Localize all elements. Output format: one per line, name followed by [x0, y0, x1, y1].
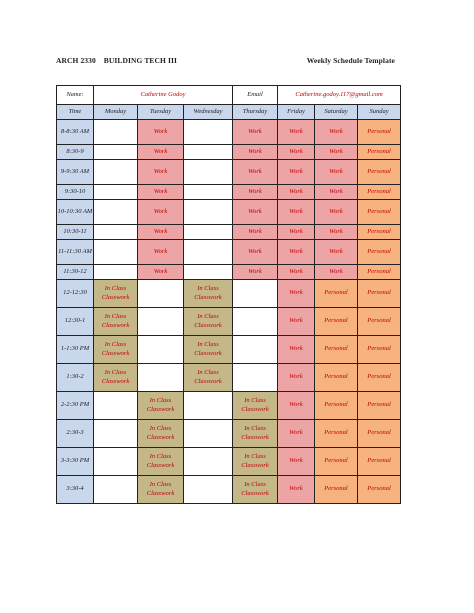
sunday-cell: Personal [358, 420, 401, 448]
saturday-cell: Personal [315, 392, 358, 420]
friday-cell: Work [278, 448, 315, 476]
friday-cell: Work [278, 265, 315, 280]
tuesday-cell [138, 280, 184, 308]
friday-cell: Work [278, 476, 315, 504]
column-header-monday: Monday [94, 105, 138, 120]
thursday-cell: Work [233, 160, 278, 185]
monday-cell [94, 200, 138, 225]
tuesday-cell: Work [138, 185, 184, 200]
sunday-cell: Personal [358, 265, 401, 280]
time-cell: 10-10:30 AM [57, 200, 94, 225]
tuesday-cell [138, 364, 184, 392]
document-title: Weekly Schedule Template [306, 56, 395, 65]
wednesday-cell [184, 476, 233, 504]
time-cell: 1:30-2 [57, 364, 94, 392]
thursday-cell: Work [233, 240, 278, 265]
saturday-cell: Work [315, 160, 358, 185]
saturday-cell: Work [315, 120, 358, 145]
time-cell: 9:30-10 [57, 185, 94, 200]
monday-cell [94, 145, 138, 160]
wednesday-cell [184, 225, 233, 240]
name-value: Catherine Godoy [94, 86, 233, 105]
time-cell: 3:30-4 [57, 476, 94, 504]
name-label: Name: [57, 86, 94, 105]
time-cell: 2:30-3 [57, 420, 94, 448]
table-row [57, 200, 401, 225]
time-cell: 12-12:30 [57, 280, 94, 308]
tuesday-cell: In Class Classwork [138, 392, 184, 420]
sunday-cell: Personal [358, 185, 401, 200]
wednesday-cell [184, 448, 233, 476]
monday-cell [94, 476, 138, 504]
thursday-cell [233, 308, 278, 336]
time-cell: 2-2:30 PM [57, 392, 94, 420]
wednesday-cell: In Class Classwork [184, 364, 233, 392]
monday-cell [94, 448, 138, 476]
tuesday-cell: In Class Classwork [138, 420, 184, 448]
schedule-body [57, 86, 401, 504]
friday-cell: Work [278, 160, 315, 185]
column-header-saturday: Saturday [315, 105, 358, 120]
time-cell: 3-3:30 PM [57, 448, 94, 476]
table-row [57, 476, 401, 504]
monday-cell: In Class Classwork [94, 280, 138, 308]
tuesday-cell: In Class Classwork [138, 448, 184, 476]
saturday-cell: Personal [315, 448, 358, 476]
monday-cell [94, 420, 138, 448]
thursday-cell: Work [233, 145, 278, 160]
sunday-cell: Personal [358, 160, 401, 185]
wednesday-cell [184, 392, 233, 420]
wednesday-cell: In Class Classwork [184, 336, 233, 364]
table-row [57, 185, 401, 200]
friday-cell: Work [278, 185, 315, 200]
monday-cell: In Class Classwork [94, 364, 138, 392]
monday-cell [94, 185, 138, 200]
column-header-wednesday: Wednesday [184, 105, 233, 120]
column-header-tuesday: Tuesday [138, 105, 184, 120]
time-cell: 1-1:30 PM [57, 336, 94, 364]
table-row [57, 240, 401, 265]
monday-cell: In Class Classwork [94, 336, 138, 364]
table-row [57, 364, 401, 392]
monday-cell [94, 240, 138, 265]
monday-cell: In Class Classwork [94, 308, 138, 336]
friday-cell: Work [278, 200, 315, 225]
table-row [57, 308, 401, 336]
thursday-cell: In Class Classwork [233, 448, 278, 476]
time-cell: 8:30-9 [57, 145, 94, 160]
table-row [57, 225, 401, 240]
saturday-cell: Personal [315, 280, 358, 308]
document-header-left [56, 56, 177, 65]
wednesday-cell [184, 145, 233, 160]
monday-cell [94, 225, 138, 240]
thursday-cell [233, 280, 278, 308]
column-header-row [57, 105, 401, 120]
wednesday-cell [184, 420, 233, 448]
monday-cell [94, 120, 138, 145]
friday-cell: Work [278, 420, 315, 448]
course-title: BUILDING TECH III [103, 56, 178, 65]
column-header-sunday: Sunday [358, 105, 401, 120]
friday-cell: Work [278, 392, 315, 420]
time-cell: 12:30-1 [57, 308, 94, 336]
wednesday-cell: In Class Classwork [184, 308, 233, 336]
friday-cell: Work [278, 280, 315, 308]
thursday-cell: In Class Classwork [233, 392, 278, 420]
thursday-cell: In Class Classwork [233, 476, 278, 504]
saturday-cell: Work [315, 145, 358, 160]
table-row [57, 392, 401, 420]
email-value: Catherine.godoy.117@gmail.com [278, 86, 401, 105]
monday-cell [94, 265, 138, 280]
email-label: Email [233, 86, 278, 105]
saturday-cell: Personal [315, 308, 358, 336]
table-row [57, 420, 401, 448]
tuesday-cell: Work [138, 240, 184, 265]
sunday-cell: Personal [358, 240, 401, 265]
time-cell: 11:30-12 [57, 265, 94, 280]
saturday-cell: Work [315, 225, 358, 240]
tuesday-cell: In Class Classwork [138, 476, 184, 504]
tuesday-cell: Work [138, 120, 184, 145]
tuesday-cell [138, 336, 184, 364]
table-row [57, 280, 401, 308]
course-code: ARCH 2330 [56, 56, 96, 65]
friday-cell: Work [278, 120, 315, 145]
table-row [57, 448, 401, 476]
thursday-cell [233, 336, 278, 364]
thursday-cell: Work [233, 185, 278, 200]
wednesday-cell: In Class Classwork [184, 280, 233, 308]
time-cell: 11-11:30 AM [57, 240, 94, 265]
sunday-cell: Personal [358, 120, 401, 145]
time-cell: 10:30-11 [57, 225, 94, 240]
sunday-cell: Personal [358, 200, 401, 225]
monday-cell [94, 160, 138, 185]
table-row [57, 160, 401, 185]
thursday-cell: Work [233, 200, 278, 225]
thursday-cell: Work [233, 225, 278, 240]
thursday-cell: Work [233, 265, 278, 280]
table-row [57, 120, 401, 145]
sunday-cell: Personal [358, 145, 401, 160]
sunday-cell: Personal [358, 476, 401, 504]
friday-cell: Work [278, 145, 315, 160]
tuesday-cell [138, 308, 184, 336]
sunday-cell: Personal [358, 225, 401, 240]
wednesday-cell [184, 185, 233, 200]
tuesday-cell: Work [138, 225, 184, 240]
column-header-friday: Friday [278, 105, 315, 120]
monday-cell [94, 392, 138, 420]
sunday-cell: Personal [358, 364, 401, 392]
saturday-cell: Work [315, 240, 358, 265]
sunday-cell: Personal [358, 392, 401, 420]
thursday-cell [233, 364, 278, 392]
tuesday-cell: Work [138, 145, 184, 160]
sunday-cell: Personal [358, 336, 401, 364]
wednesday-cell [184, 265, 233, 280]
weekly-schedule-table [56, 85, 401, 504]
saturday-cell: Personal [315, 476, 358, 504]
column-header-thursday: Thursday [233, 105, 278, 120]
wednesday-cell [184, 120, 233, 145]
table-row [57, 145, 401, 160]
saturday-cell: Personal [315, 420, 358, 448]
wednesday-cell [184, 200, 233, 225]
thursday-cell: In Class Classwork [233, 420, 278, 448]
table-row [57, 265, 401, 280]
saturday-cell: Work [315, 265, 358, 280]
time-cell: 8-8:30 AM [57, 120, 94, 145]
sunday-cell: Personal [358, 280, 401, 308]
wednesday-cell [184, 160, 233, 185]
friday-cell: Work [278, 240, 315, 265]
saturday-cell: Personal [315, 336, 358, 364]
thursday-cell: Work [233, 120, 278, 145]
sunday-cell: Personal [358, 448, 401, 476]
saturday-cell: Personal [315, 364, 358, 392]
column-header-time: Time [57, 105, 94, 120]
tuesday-cell: Work [138, 200, 184, 225]
table-row [57, 336, 401, 364]
friday-cell: Work [278, 225, 315, 240]
tuesday-cell: Work [138, 160, 184, 185]
info-row [57, 86, 401, 105]
friday-cell: Work [278, 308, 315, 336]
friday-cell: Work [278, 364, 315, 392]
saturday-cell: Work [315, 200, 358, 225]
wednesday-cell [184, 240, 233, 265]
saturday-cell: Work [315, 185, 358, 200]
tuesday-cell: Work [138, 265, 184, 280]
friday-cell: Work [278, 336, 315, 364]
sunday-cell: Personal [358, 308, 401, 336]
time-cell: 9-9:30 AM [57, 160, 94, 185]
